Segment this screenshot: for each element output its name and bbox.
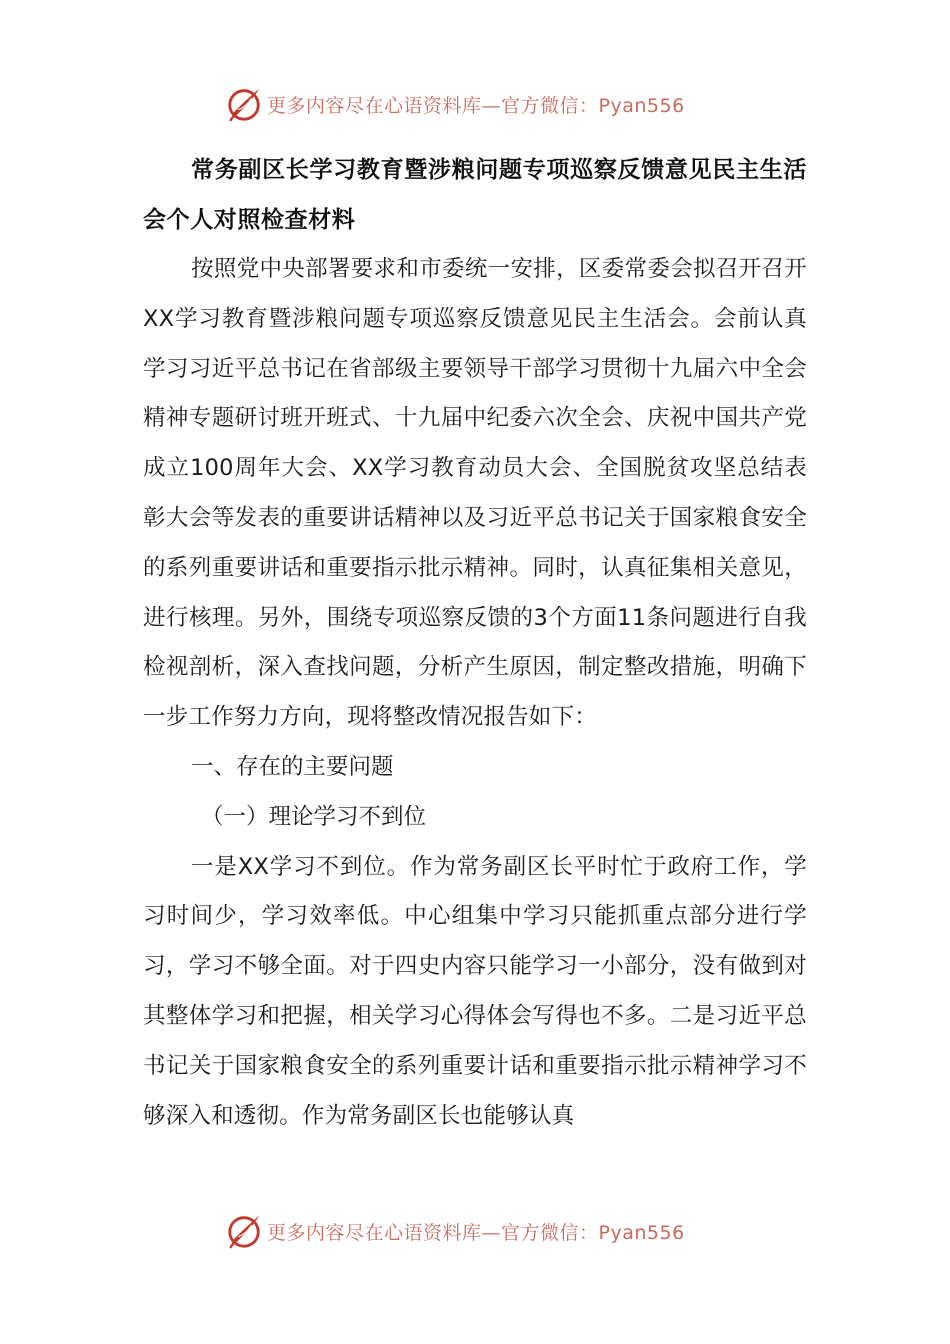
watermark-banner-top bbox=[225, 84, 745, 124]
quill-logo-icon bbox=[225, 85, 263, 123]
wechat-id: Pyan556 bbox=[598, 1221, 685, 1244]
watermark-banner-bottom bbox=[225, 1211, 745, 1251]
wechat-id: Pyan556 bbox=[598, 94, 685, 117]
intro-paragraph: 按照党中央部署要求和市委统一安排，区委常委会拟召开召开XX学习教育暨涉粮问题专项巡察反馈意见民主生活会。会前认真学习习近平总书记在省部级主要领导干部学习贯彻十九届六中全会精神专题研讨班开班式、十九届中纪委六次全会、庆祝中国共产党成立100周年大会、XX学习教育动员大会、全国脱贫攻坚总结表彰大会等发表的重要讲话精神以及习近平总书记关于国家粮食安全的系列重要讲话和重要指示批示精神。同时，认真征集相关意见，进行核理。另外，围绕专项巡察反馈的3个方面11条问题进行自我检视剖析，深入查找问题，分析产生原因，制定整改措施，明确下一步工作努力方向，现将整改情况报告如下： bbox=[143, 256, 807, 731]
section-heading: 一、存在的主要问题 bbox=[191, 753, 394, 780]
quill-logo-icon bbox=[225, 1212, 263, 1250]
watermark-text: 更多内容尽在心语资料库—官方微信：Pyan556 bbox=[267, 94, 685, 117]
subsection-heading: （一）理论学习不到位 bbox=[201, 803, 427, 830]
document-title: 常务副区长学习教育暨涉粮问题专项巡察反馈意见民主生活会个人对照检查材料 bbox=[143, 157, 807, 233]
watermark-text: 更多内容尽在心语资料库—官方微信：Pyan556 bbox=[267, 1221, 685, 1244]
body-paragraph: 一是XX学习不到位。作为常务副区长平时忙于政府工作，学习时间少，学习效率低。中心组集中学习只能抓重点部分进行学习，学习不够全面。对于四史内容只能学习一小部分，没有做到对其整体学习和把握，相关学习心得体会写得也不多。二是习近平总书记关于国家粮食安全的系列重要计话和重要指示批示精神学习不够深入和透彻。作为常务副区长也能够认真 bbox=[143, 853, 807, 1129]
document-body bbox=[143, 145, 807, 1141]
